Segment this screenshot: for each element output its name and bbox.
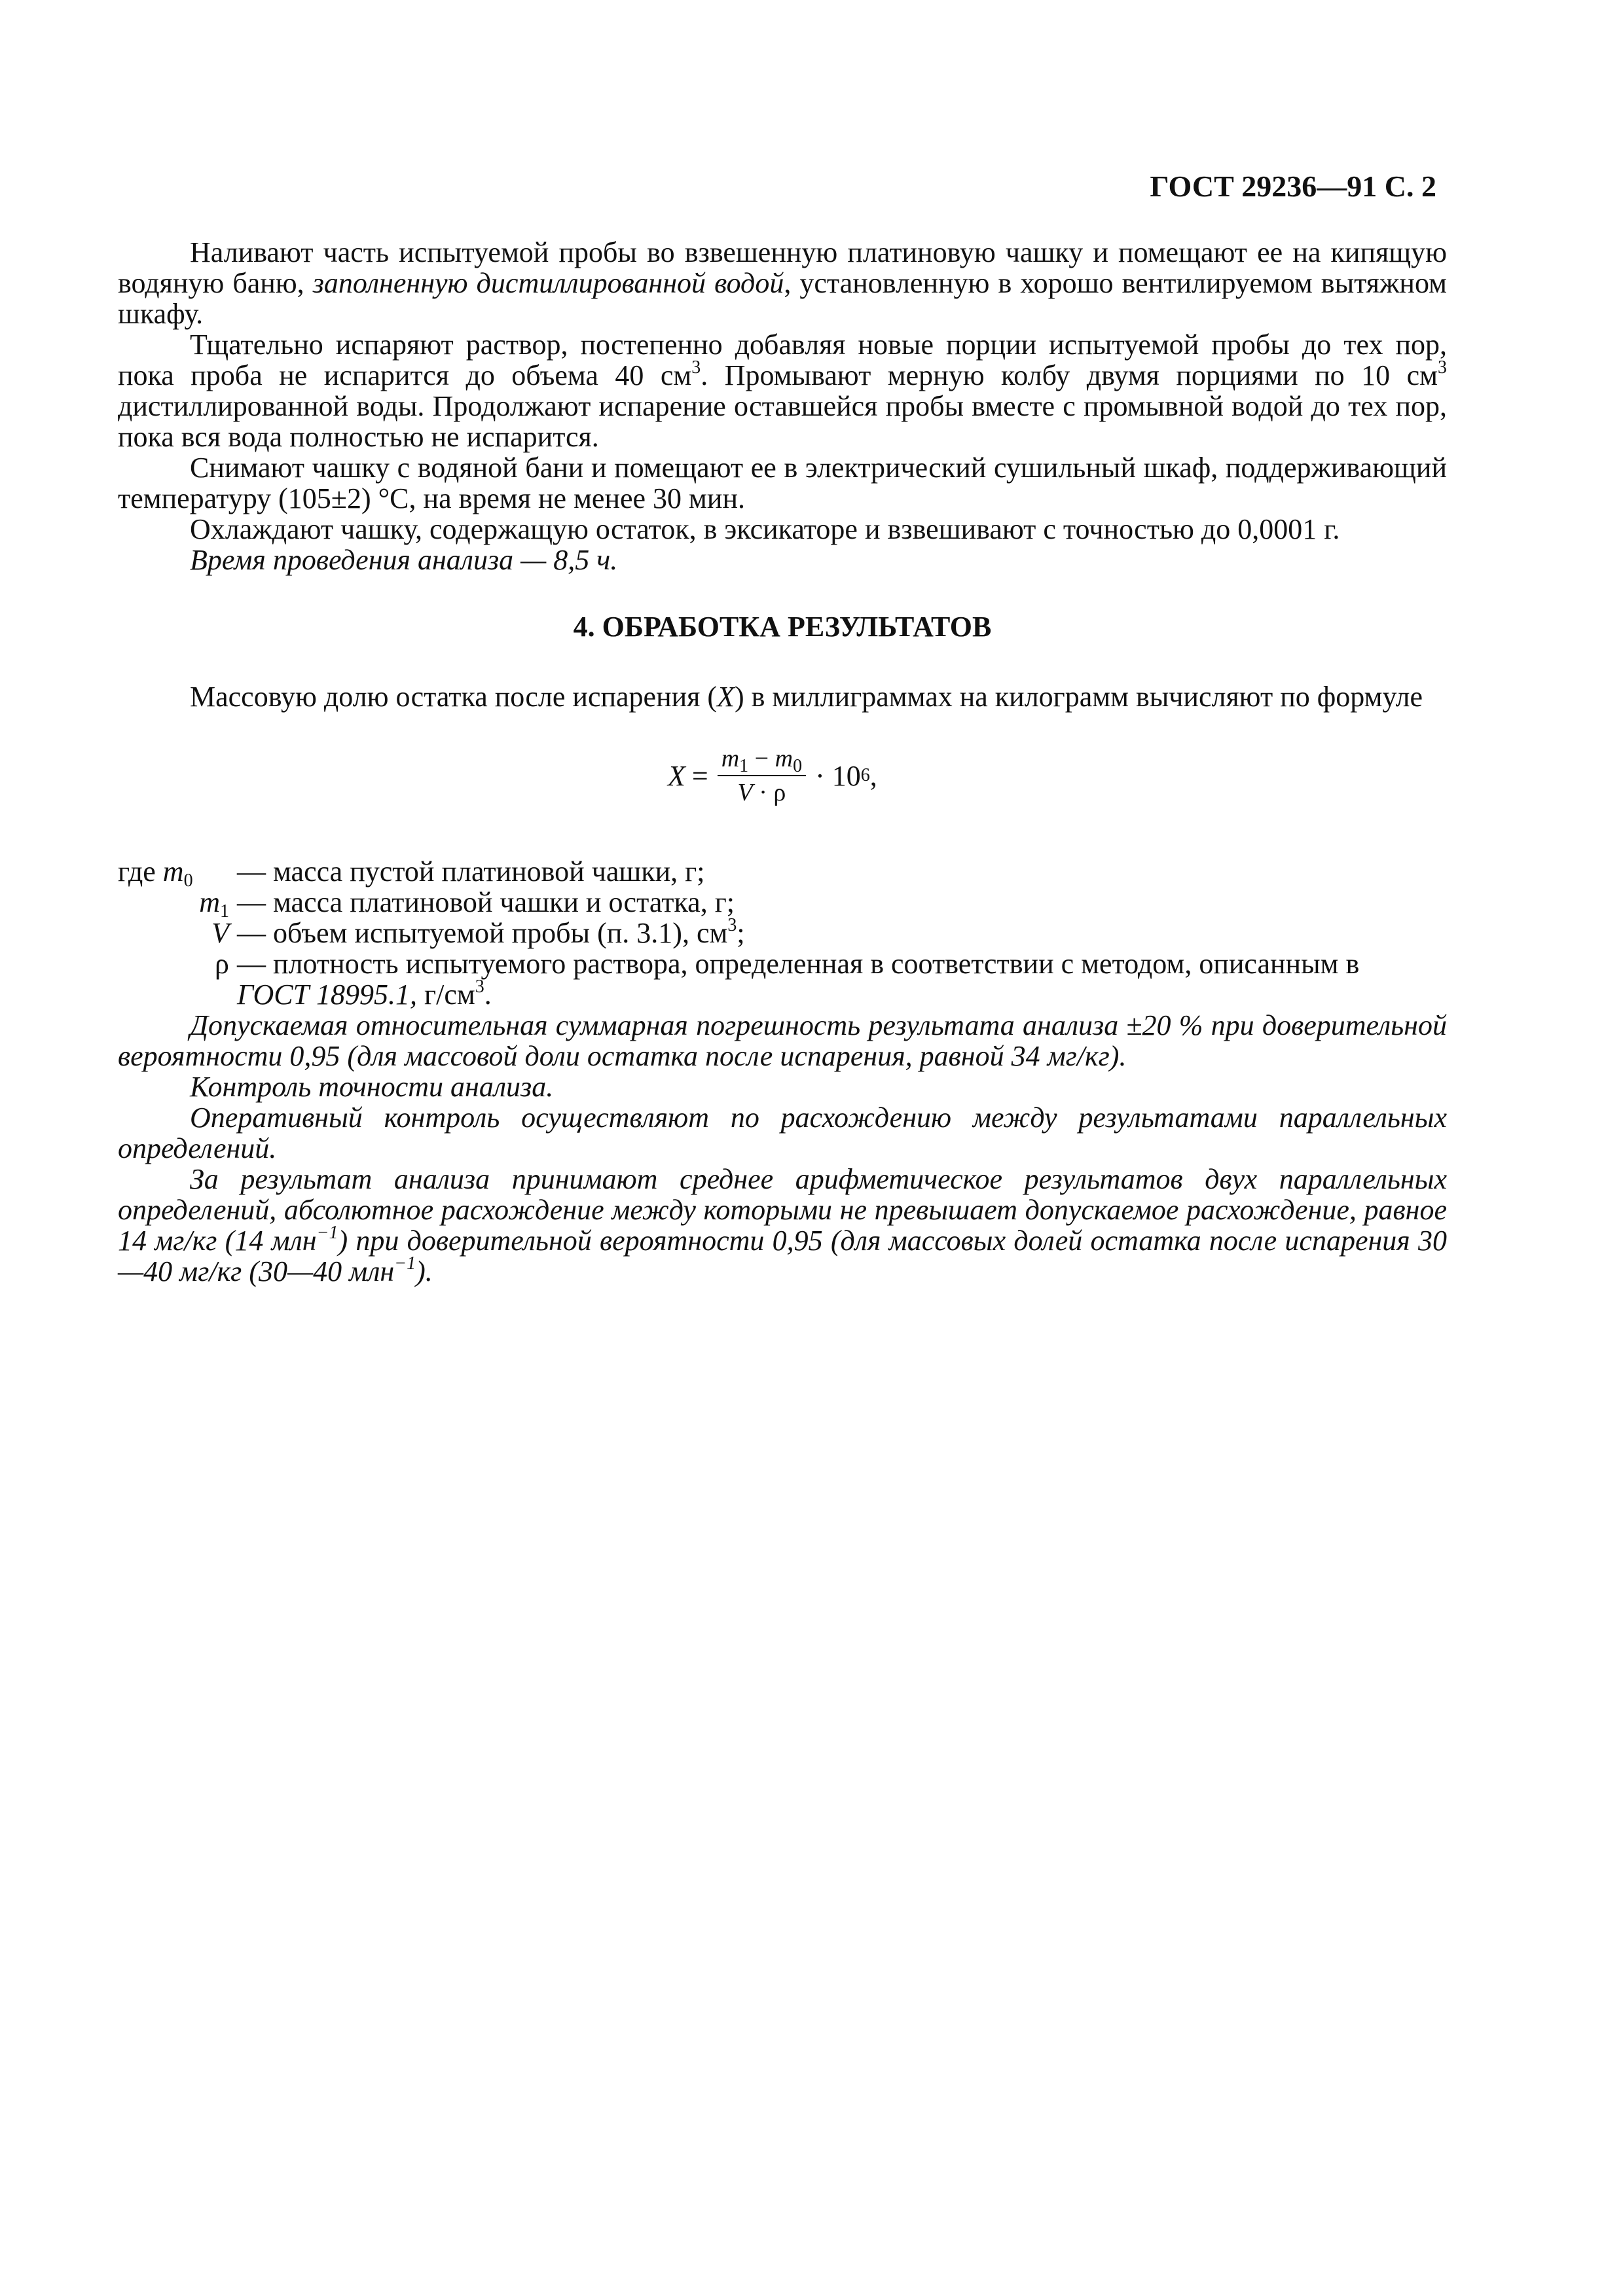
- definition-text: — масса пустой платиновой чашки, г;: [237, 855, 705, 888]
- superscript: 3: [475, 977, 484, 997]
- paragraph-text: , установленную в хорошо вентилируемом вытяжном шкафу.: [118, 267, 1447, 330]
- note-text: За результат анализа принимают среднее арифметическое результатов двух параллельных определений, абсолютное расхождение между которыми не превышает допускаемое расхождение, равное 14 мг/кг (14 млн: [118, 1163, 1447, 1257]
- formula-denominator: [737, 776, 786, 808]
- notes-block: [118, 1010, 1447, 1287]
- formula-numerator: [718, 744, 806, 776]
- section-title: 4. ОБРАБОТКА РЕЗУЛЬТАТОВ: [573, 611, 992, 643]
- var-m0: m: [162, 855, 184, 888]
- paragraph-text: . Промывают мерную колбу двумя порциями по 10 см: [701, 359, 1438, 391]
- note-text: ).: [416, 1255, 433, 1287]
- subscript: 1: [220, 901, 229, 922]
- definition-symbol: [118, 918, 237, 948]
- paragraph-text: ) в миллиграммах на килограмм вычисляют по формуле: [734, 681, 1423, 713]
- paragraph-pour-sample: [118, 237, 1447, 329]
- definition-body: — объем испытуемой пробы (п. 3.1), см: [237, 917, 728, 949]
- var-m1: m: [721, 745, 740, 772]
- paragraph-analysis-time: Время проведения анализа — 8,5 ч.: [190, 544, 618, 576]
- definition-m0: [118, 855, 1447, 891]
- subscript: 0: [793, 756, 803, 776]
- definition-rho-continued: [118, 979, 1447, 1010]
- formula-lhs: X: [668, 759, 685, 792]
- formula-fraction: [718, 744, 806, 808]
- formula-block: [118, 719, 1447, 856]
- paragraph-text: Массовую долю остатка после испарения (: [190, 681, 718, 713]
- superscript: 3: [727, 915, 737, 935]
- var-v: V: [211, 917, 229, 949]
- where-lead: где: [118, 855, 163, 888]
- definition-symbol: [118, 855, 237, 891]
- paragraph-cool: Охлаждают чашку, содержащую остаток, в эксикаторе и взвешивают с точностью до 0,0001 г.: [190, 513, 1340, 545]
- var-rho: ρ: [215, 948, 229, 980]
- paragraph-text: Наливают часть испытуемой пробы во взвешенную платиновую чашку и помещают ее на кипящую водяную баню,: [118, 236, 1447, 299]
- superscript: 3: [691, 357, 701, 378]
- note-text: ) при доверительной вероятности 0,95 (для массовых долей остатка после испарения 30—40 мг/кг (30—40 млн: [118, 1225, 1447, 1287]
- note-error-tolerance: Допускаемая относительная суммарная погрешность результата анализа ±20 % при доверительной вероятности 0,95 (для массовой доли остатка после испарения, равной 34 мг/кг).: [118, 1009, 1447, 1072]
- variable-x: X: [717, 681, 735, 713]
- definition-text: — масса платиновой чашки и остатка, г;: [237, 886, 735, 918]
- definition-m1: [118, 886, 1447, 922]
- var-m0: m: [775, 745, 793, 772]
- page-header: ГОСТ 29236—91 С. 2: [1150, 170, 1436, 203]
- subscript: 1: [739, 756, 749, 776]
- definition-text: — плотность испытуемого раствора, определенная в соответствии с методом, описанным в: [237, 948, 1360, 980]
- definition-tail: ;: [737, 917, 745, 949]
- formula-multiplier: · 10: [815, 759, 861, 792]
- definition-symbol: [118, 948, 237, 979]
- formula: X = $\frac{m_1 - m_0}{V \cdot \rho}$ · 10 6 ,: [668, 745, 877, 806]
- formula-equals: =: [691, 759, 708, 792]
- subscript: 0: [183, 870, 193, 891]
- note-accuracy-control: Контроль точности анализа.: [190, 1071, 554, 1103]
- var-m1: m: [199, 886, 220, 918]
- gost-reference: ГОСТ 18995.1,: [237, 978, 418, 1011]
- paragraph-evaporate: [118, 329, 1447, 452]
- variable-definitions: [118, 856, 1447, 1010]
- var-rho: ρ: [773, 779, 786, 806]
- paragraph-dry: Снимают чашку с водяной бани и помещают ее в электрический сушильный шкаф, поддерживающий температуру (105±2) °С, на время не менее 30 мин.: [118, 452, 1447, 514]
- operator-minus: −: [748, 745, 775, 772]
- paragraph-formula-intro: [118, 681, 1447, 712]
- operator-dot: ·: [752, 779, 774, 806]
- superscript: −1: [316, 1223, 338, 1243]
- unit-text: г/см: [417, 978, 475, 1011]
- superscript: 3: [1438, 357, 1447, 378]
- definition-v: [118, 915, 1447, 949]
- definition-rho: [118, 948, 1447, 979]
- paragraph-italic-text: заполненную дистиллированной водой: [312, 267, 784, 299]
- note-result-definition: [118, 1164, 1447, 1287]
- definition-text: [237, 915, 1447, 949]
- document-body: [118, 237, 1447, 1287]
- definition-tail: .: [484, 978, 492, 1011]
- paragraph-text: Тщательно испаряют раствор, постепенно добавляя новые порции испытуемой пробы до тех пор, пока проба не испарится до объема 40 см: [118, 329, 1447, 391]
- superscript: −1: [394, 1253, 416, 1274]
- note-operational-control: Оперативный контроль осуществляют по расхождению между результатами параллельных определений.: [118, 1102, 1447, 1164]
- formula-comma: ,: [869, 759, 877, 792]
- paragraph-text: дистиллированной воды. Продолжают испарение оставшейся пробы вместе с промывной водой до тех пор, пока вся вода полностью не испарится.: [118, 390, 1447, 453]
- definition-symbol: [118, 886, 237, 922]
- var-v: V: [737, 779, 753, 806]
